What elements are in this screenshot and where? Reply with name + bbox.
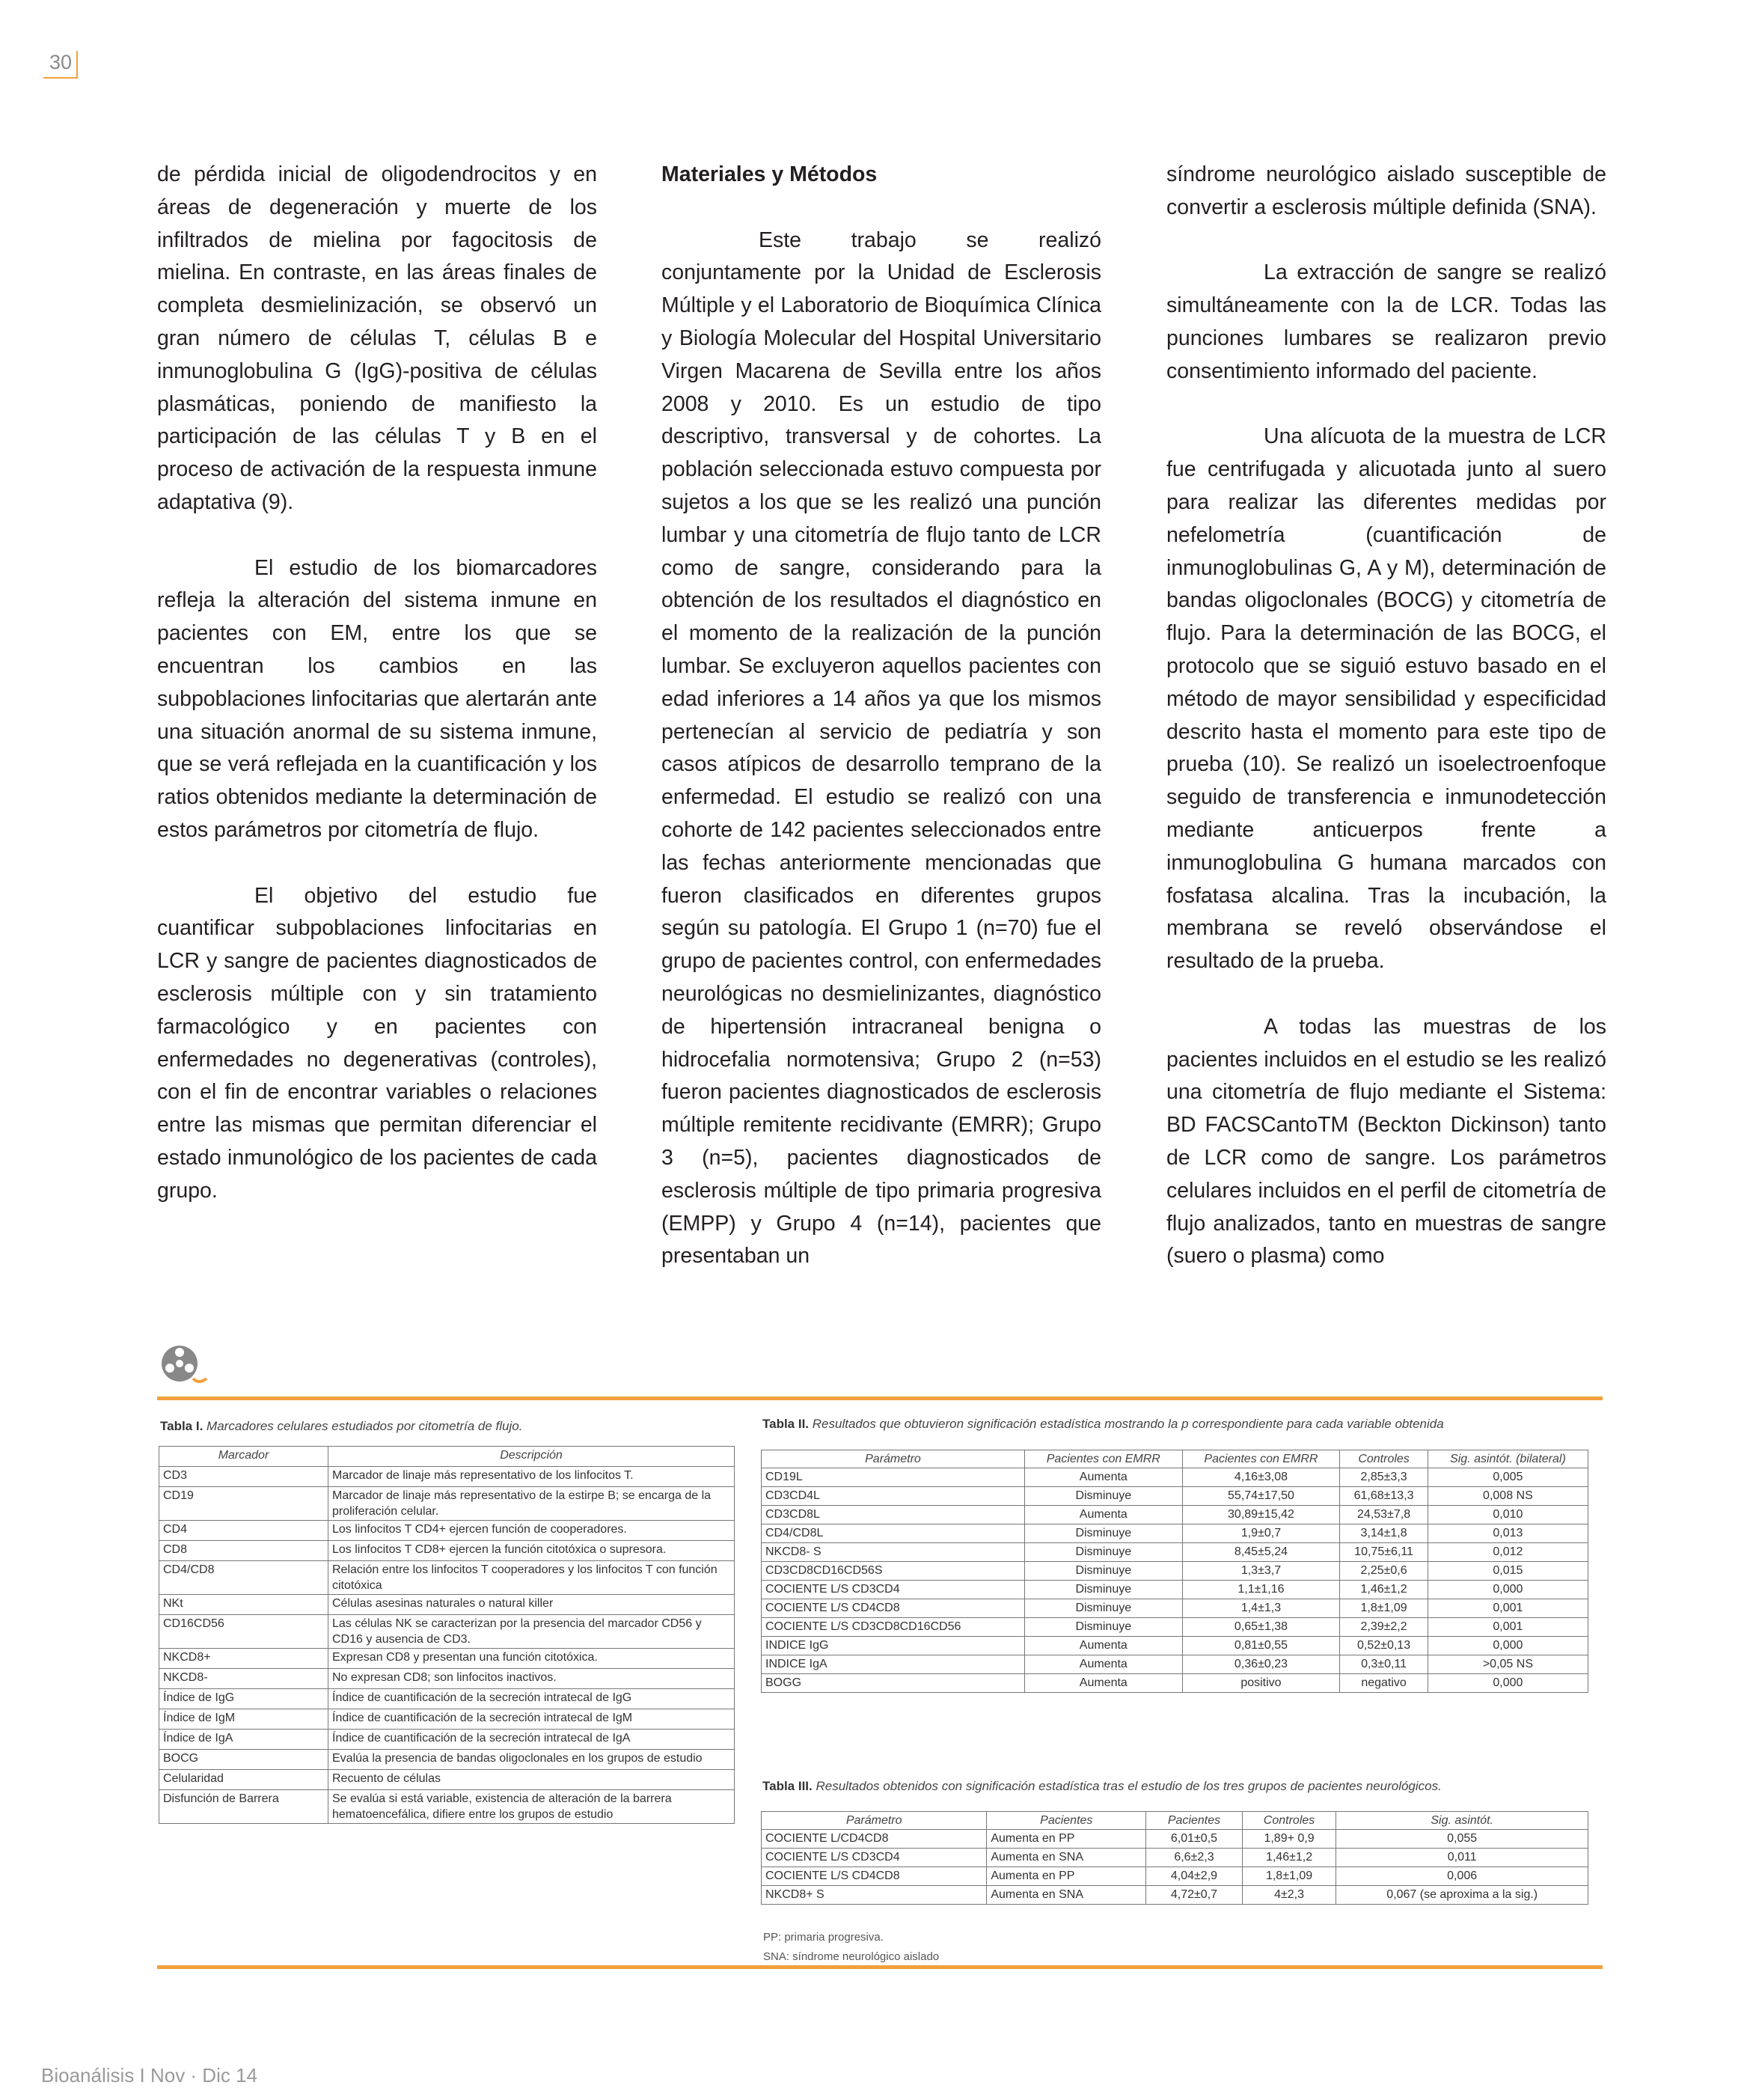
page-number: 30 [43, 51, 78, 79]
table-cell: 1,1±1,16 [1182, 1581, 1340, 1599]
table-cell: Aumenta en PP [987, 1830, 1146, 1849]
table-cell: Marcador de linaje más representativo de la estirpe B; se encarga de la proliferación celular. [328, 1487, 735, 1521]
column-header: Controles [1242, 1812, 1336, 1830]
paragraph: síndrome neurológico aislado susceptible de convertir a esclerosis múltiple definida (SNA). [1166, 162, 1606, 219]
table-cell: Recuento de células [328, 1770, 735, 1790]
table-cell: Índice de cuantificación de la secreción intratecal de IgG [328, 1689, 735, 1709]
table-cell: 10,75±6,11 [1340, 1543, 1428, 1562]
table-cell: 0,001 [1428, 1618, 1588, 1637]
text-column-2 [661, 159, 1101, 1306]
table-cell: Relación entre los linfocitos T cooperadores y los linfocitos T con función citotóxica [328, 1561, 735, 1595]
table-cell: 0,011 [1336, 1849, 1588, 1867]
column-header: Parámetro [762, 1812, 987, 1830]
table-row [159, 1689, 735, 1709]
table-cell: 6,6±2,3 [1146, 1849, 1242, 1867]
table-cell: Disminuye [1024, 1524, 1182, 1543]
table-cell: 1,89+ 0,9 [1242, 1830, 1336, 1849]
table-row [159, 1615, 735, 1649]
table-cell: Aumenta en PP [987, 1867, 1146, 1886]
table-cell: 0,65±1,38 [1182, 1618, 1340, 1637]
top-rule [157, 1397, 1603, 1400]
table-cell: Aumenta [1024, 1506, 1182, 1524]
table-cell: 0,010 [1428, 1506, 1588, 1524]
table-cell: Índice de cuantificación de la secreción intratecal de IgA [328, 1730, 735, 1750]
column-header: Pacientes [1146, 1812, 1242, 1830]
table-cell: 0,3±0,11 [1340, 1655, 1428, 1674]
table-cell: 0,000 [1428, 1581, 1588, 1599]
paragraph: Este trabajo se realizó conjuntamente por la Unidad de Esclerosis Múltiple y el Laboratorio de Bioquímica Clínica y Biología Molecular del Hospital Universitario Virgen Macarena de Sevilla entre los años 2008 y 2010. Es un estudio de tipo descriptivo, transversal y de cohortes. La población seleccionada estuvo compuesta por sujetos a los que se les realizó una punción lumbar y una citometría de flujo tanto de LCR como de sangre, considerando para la obtención de los resultados el diagnóstico en el momento de la realización de la punción lumbar. Se excluyeron aquellos pacientes con edad inferiores a 14 años ya que los mismos pertenecían al servicio de pediatría y son casos atípicos de desarrollo temprano de la enfermedad. El estudio se realizó con una cohorte de 142 pacientes seleccionados entre las fechas anteriormente mencionadas que fueron clasificados en diferentes grupos según su patología. El Grupo 1 (n=70) fue el grupo de pacientes control, con enfermedades neurológicas no desmielinizantes, diagnóstico de hipertensión intracraneal benigna o hidrocefalia normotensiva; Grupo 2 (n=53) fueron pacientes diagnosticados de esclerosis múltiple remitente recidivante (EMRR); Grupo 3 (n=5), pacientes diagnosticados de esclerosis múltiple de tipo primaria progresiva (EMPP) y Grupo 4 (n=14), pacientes que presentaban un [661, 228, 1101, 1269]
table-markers [159, 1446, 735, 1824]
table-row [762, 1655, 1588, 1674]
table-row [762, 1599, 1588, 1618]
table-cell: CD8 [159, 1541, 328, 1561]
table-cell: 61,68±13,3 [1340, 1487, 1428, 1506]
table-cell: 1,46±1,2 [1242, 1849, 1336, 1867]
table-cell: CD4/CD8L [762, 1524, 1025, 1543]
table-cell: CD4/CD8 [159, 1561, 328, 1595]
table-cell: Disminuye [1024, 1599, 1182, 1618]
column-header: Descripción [328, 1447, 735, 1467]
table-cell: negativo [1340, 1674, 1428, 1693]
table-cell: CD16CD56 [159, 1615, 328, 1649]
table-cell: 2,39±2,2 [1340, 1618, 1428, 1637]
table-row [762, 1830, 1588, 1849]
table-cell: 1,9±0,7 [1182, 1524, 1340, 1543]
table-cell: 0,015 [1428, 1562, 1588, 1581]
table-row [159, 1487, 735, 1521]
table-cell: Disminuye [1024, 1487, 1182, 1506]
table-row [159, 1467, 735, 1487]
table-row [762, 1618, 1588, 1637]
table-header-row [159, 1447, 735, 1467]
table-row [159, 1541, 735, 1561]
table-cell: 8,45±5,24 [1182, 1543, 1340, 1562]
table-cell: Índice de IgG [159, 1689, 328, 1709]
table-cell: 4,72±0,7 [1146, 1886, 1242, 1905]
table-cell: 4±2,3 [1242, 1886, 1336, 1905]
table-cell: COCIENTE L/S CD4CD8 [762, 1599, 1025, 1618]
film-reel-icon [157, 1341, 209, 1386]
table-cell: 0,81±0,55 [1182, 1637, 1340, 1655]
column-header: Pacientes con EMRR [1182, 1450, 1340, 1468]
table-cell: 0,000 [1428, 1674, 1588, 1693]
table-row [762, 1524, 1588, 1543]
table-cell: Células asesinas naturales o natural killer [328, 1595, 735, 1615]
table-cell: Evalúa la presencia de bandas oligoclonales en los grupos de estudio [328, 1750, 735, 1770]
table-cell: Índice de IgA [159, 1730, 328, 1750]
table-row [762, 1543, 1588, 1562]
table-header-row [762, 1450, 1588, 1468]
table-cell: Índice de cuantificación de la secreción intratecal de IgM [328, 1709, 735, 1730]
table-notes [763, 1928, 939, 1967]
table-row [159, 1561, 735, 1595]
table-row [159, 1521, 735, 1541]
paragraph: La extracción de sangre se realizó simultáneamente con la de LCR. Todas las punciones lumbares se realizaron previo consentimiento informado del paciente. [1166, 260, 1606, 383]
table-row [762, 1674, 1588, 1693]
table-cell: Se evalúa si está variable, existencia de alteración de la barrera hematoencefálica, difiere entre los grupos de estudio [328, 1790, 735, 1824]
table-cell: CD19 [159, 1487, 328, 1521]
table-cell: COCIENTE L/S CD3CD8CD16CD56 [762, 1618, 1025, 1637]
table-cell: 0,005 [1428, 1468, 1588, 1487]
table-cell: 1,3±3,7 [1182, 1562, 1340, 1581]
table-cell: Aumenta [1024, 1468, 1182, 1487]
table-row [159, 1750, 735, 1770]
table-cell: 24,53±7,8 [1340, 1506, 1428, 1524]
table-cell: 0,055 [1336, 1830, 1588, 1849]
table-cell: 0,013 [1428, 1524, 1588, 1543]
table-cell: 55,74±17,50 [1182, 1487, 1340, 1506]
table-row [762, 1487, 1588, 1506]
table-cell: INDICE IgG [762, 1637, 1025, 1655]
table3-caption: Tabla III. Resultados obtenidos con significación estadística tras el estudio de los tres grupos de pacientes neurológicos. [762, 1779, 1442, 1793]
column-header: Parámetro [762, 1450, 1025, 1468]
table-cell: Las células NK se caracterizan por la presencia del marcador CD56 y CD16 y ausencia de CD3. [328, 1615, 735, 1649]
table-cell: 2,25±0,6 [1340, 1562, 1428, 1581]
table-row [159, 1790, 735, 1824]
table-cell: Aumenta [1024, 1637, 1182, 1655]
table-cell: >0,05 NS [1428, 1655, 1588, 1674]
table-header-row [762, 1812, 1588, 1830]
table-row [762, 1867, 1588, 1886]
table-row [762, 1562, 1588, 1581]
table-cell: Los linfocitos T CD4+ ejercen función de cooperadores. [328, 1521, 735, 1541]
table-cell: Disminuye [1024, 1618, 1182, 1637]
table1-caption: Tabla I. Marcadores celulares estudiados por citometría de flujo. [160, 1419, 523, 1433]
table-cell: COCIENTE L/S CD3CD4 [762, 1849, 987, 1867]
note: PP: primaria progresiva. [763, 1931, 884, 1944]
table-cell: Marcador de linaje más representativo de los linfocitos T. [328, 1467, 735, 1487]
column-header: Sig. asintót. [1336, 1812, 1588, 1830]
table-cell: COCIENTE L/S CD3CD4 [762, 1581, 1025, 1599]
table-cell: No expresan CD8; son linfocitos inactivos. [328, 1669, 735, 1689]
table-cell: 30,89±15,42 [1182, 1506, 1340, 1524]
table-row [762, 1506, 1588, 1524]
table-row [159, 1649, 735, 1669]
table-cell: CD3CD8CD16CD56S [762, 1562, 1025, 1581]
paragraph: El objetivo del estudio fue cuantificar subpoblaciones linfocitarias en LCR y sangre de pacientes diagnosticados de esclerosis múltiple con y sin tratamiento farmacológico y en pacientes con enfermedades no degenerativas (controles), con el fin de encontrar variables o relaciones entre las mismas que permitan diferenciar el estado inmunológico de los pacientes de cada grupo. [157, 883, 597, 1203]
table-row [159, 1669, 735, 1689]
table-cell: 1,8±1,09 [1340, 1599, 1428, 1618]
table-cell: 0,006 [1336, 1867, 1588, 1886]
table-groups [761, 1811, 1588, 1905]
column-header: Marcador [159, 1447, 328, 1467]
table2-caption: Tabla II. Resultados que obtuvieron significación estadística mostrando la p correspondiente para cada variable obtenida [762, 1417, 1444, 1431]
paragraph: de pérdida inicial de oligodendrocitos y en áreas de degeneración y muerte de los infiltrados de mielina por fagocitosis de mielina. En contraste, en las áreas finales de completa desmielinización, se observó un gran número de células T, células B e inmunoglobulina G (IgG)-positiva de células plasmáticas, poniendo de manifiesto la participación de las células T y B en el proceso de activación de la respuesta inmune adaptativa (9). [157, 162, 597, 514]
table-cell: Disminuye [1024, 1543, 1182, 1562]
column-header: Pacientes [987, 1812, 1146, 1830]
table-cell: CD3 [159, 1467, 328, 1487]
table-cell: 6,01±0,5 [1146, 1830, 1242, 1849]
footer: Bioanálisis I Nov · Dic 14 [41, 2064, 257, 2087]
table-cell: positivo [1182, 1674, 1340, 1693]
table-cell: NKCD8+ S [762, 1886, 987, 1905]
table-cell: Aumenta en SNA [987, 1886, 1146, 1905]
table-cell: Aumenta [1024, 1674, 1182, 1693]
column-header: Pacientes con EMRR [1024, 1450, 1182, 1468]
table-cell: NKt [159, 1595, 328, 1615]
table-cell: 0,000 [1428, 1637, 1588, 1655]
table-cell: CD19L [762, 1468, 1025, 1487]
table-cell: BOCG [159, 1750, 328, 1770]
table-row [159, 1730, 735, 1750]
table-cell: 0,012 [1428, 1543, 1588, 1562]
table-cell: Los linfocitos T CD8+ ejercen la función citotóxica o supresora. [328, 1541, 735, 1561]
table-row [159, 1709, 735, 1730]
table-cell: COCIENTE L/S CD4CD8 [762, 1867, 987, 1886]
table-row [159, 1595, 735, 1615]
table-cell: BOGG [762, 1674, 1025, 1693]
column-header: Sig. asintót. (bilateral) [1428, 1450, 1588, 1468]
table-cell: Celularidad [159, 1770, 328, 1790]
table-row [159, 1770, 735, 1790]
table-cell: CD4 [159, 1521, 328, 1541]
note: SNA: síndrome neurológico aislado [763, 1950, 940, 1963]
table-cell: 3,14±1,8 [1340, 1524, 1428, 1543]
table-cell: Índice de IgM [159, 1709, 328, 1730]
table-cell: 2,85±3,3 [1340, 1468, 1428, 1487]
table-cell: 1,46±1,2 [1340, 1581, 1428, 1599]
table-cell: Disminuye [1024, 1581, 1182, 1599]
text-column-1 [157, 159, 597, 1240]
table-row [762, 1468, 1588, 1487]
text-column-3 [1166, 159, 1606, 1306]
paragraph: A todas las muestras de los pacientes incluidos en el estudio se les realizó una citometría de flujo mediante el Sistema: BD FACSCantoTM (Beckton Dickinson) tanto de LCR como de sangre. Los parámetros celulares incluidos en el perfil de citometría de flujo analizados, tanto en muestras de sangre (suero o plasma) como [1166, 1014, 1606, 1269]
table-cell: COCIENTE L/CD4CD8 [762, 1830, 987, 1849]
table-cell: NKCD8- S [762, 1543, 1025, 1562]
table-cell: 0,008 NS [1428, 1487, 1588, 1506]
table-cell: 4,16±3,08 [1182, 1468, 1340, 1487]
table-cell: Aumenta [1024, 1655, 1182, 1674]
table-row [762, 1581, 1588, 1599]
section-heading: Materiales y Métodos [661, 162, 878, 186]
table-cell: NKCD8- [159, 1669, 328, 1689]
table-cell: 0,067 (se aproxima a la sig.) [1336, 1886, 1588, 1905]
table-cell: CD3CD4L [762, 1487, 1025, 1506]
paragraph: Una alícuota de la muestra de LCR fue centrifugada y alicuotada junto al suero para realizar las diferentes medidas por nefelometría (cuantificación de inmunoglobulinas G, A y M), determinación de bandas oligoclonales (BOCG) y citometría de flujo. Para la determinación de las BOCG, el protocolo que se siguió estuvo basado en el método de mayor sensibilidad y especificidad descrito hasta el momento para este tipo de prueba (10). Se realizó un isoelectroenfoque seguido de transferencia e inmunodetección mediante anticuerpos frente a inmunoglobulina G humana marcados con fosfatasa alcalina. Tras la incubación, la membrana se reveló observándose el resultado de la prueba. [1166, 424, 1606, 974]
paragraph: El estudio de los biomarcadores refleja la alteración del sistema inmune en pacientes con EM, entre los que se encuentran los cambios en las subpoblaciones linfocitarias que alertarán ante una situación anormal de su sistema inmune, que se verá reflejada en la cuantificación y los ratios obtenidos mediante la determinación de estos parámetros por citometría de flujo. [157, 555, 597, 842]
table-row [762, 1637, 1588, 1655]
table-cell: Aumenta en SNA [987, 1849, 1146, 1867]
table-results [761, 1450, 1588, 1693]
table-cell: 1,8±1,09 [1242, 1867, 1336, 1886]
table-cell: 0,52±0,13 [1340, 1637, 1428, 1655]
table-cell: Disminuye [1024, 1562, 1182, 1581]
table-cell: INDICE IgA [762, 1655, 1025, 1674]
table-cell: Expresan CD8 y presentan una función citotóxica. [328, 1649, 735, 1669]
table-row [762, 1886, 1588, 1905]
table-cell: Disfunción de Barrera [159, 1790, 328, 1824]
table-cell: NKCD8+ [159, 1649, 328, 1669]
column-header: Controles [1340, 1450, 1428, 1468]
table-row [762, 1849, 1588, 1867]
table-cell: CD3CD8L [762, 1506, 1025, 1524]
table-cell: 0,36±0,23 [1182, 1655, 1340, 1674]
table-cell: 1,4±1,3 [1182, 1599, 1340, 1618]
table-cell: 4,04±2,9 [1146, 1867, 1242, 1886]
table-cell: 0,001 [1428, 1599, 1588, 1618]
